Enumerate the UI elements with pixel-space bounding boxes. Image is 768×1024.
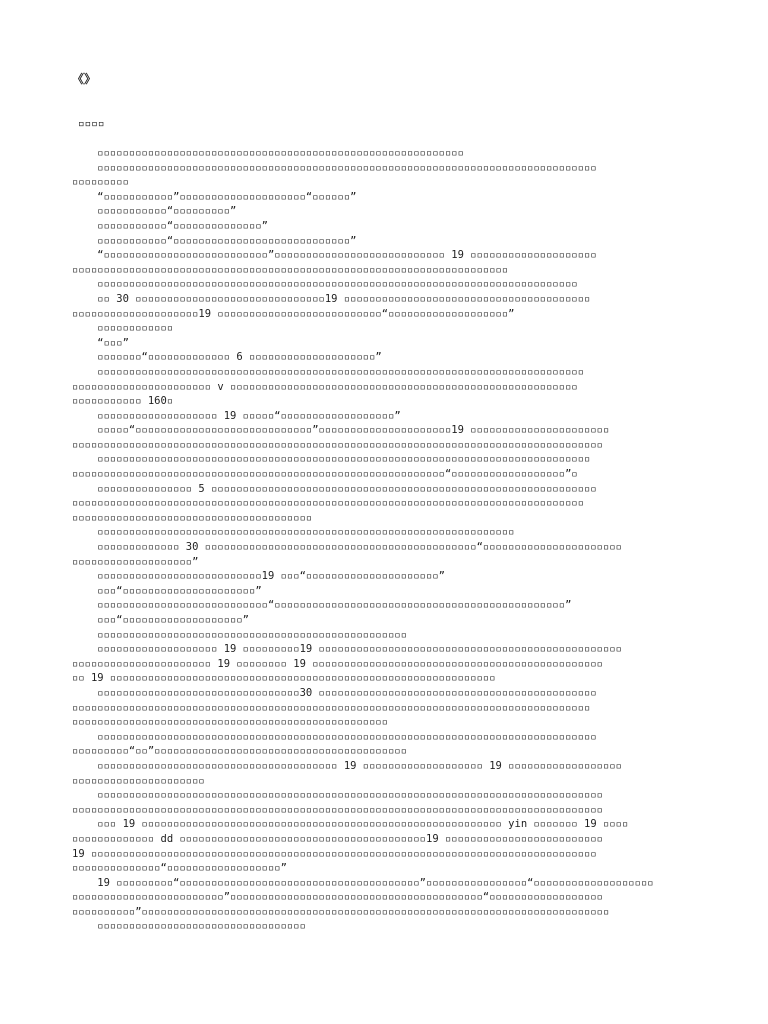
text-line: 19 ▫▫▫▫▫▫▫▫▫“▫▫▫▫▫▫▫▫▫▫▫▫▫▫▫▫▫▫▫▫▫▫▫▫▫▫▫▫▫▫▫▫▫▫▫▫▫▫”▫▫▫▫▫▫▫▫▫▫▫▫▫▫▫▫“▫▫▫▫▫▫▫▫▫▫▫▫▫▫▫▫▫▫▫ (72, 876, 654, 889)
text-line: ▫▫▫▫▫▫▫▫▫▫▫“▫▫▫▫▫▫▫▫▫” (72, 205, 237, 218)
text-line: ▫▫▫▫▫▫▫▫▫▫▫▫▫▫▫▫▫▫▫▫▫▫▫▫▫▫▫▫▫▫▫▫▫▫▫▫▫▫ (72, 511, 313, 524)
text-line: 19 ▫▫▫▫▫▫▫▫▫▫▫▫▫▫▫▫▫▫▫▫▫▫▫▫▫▫▫▫▫▫▫▫▫▫▫▫▫▫▫▫▫▫▫▫▫▫▫▫▫▫▫▫▫▫▫▫▫▫▫▫▫▫▫▫▫▫▫▫▫▫▫▫▫▫▫▫▫▫▫▫ (72, 847, 597, 860)
text-line: ▫▫▫▫▫▫▫▫▫▫▫▫▫▫▫▫▫▫▫▫▫▫▫▫▫▫▫▫▫▫▫▫▫▫▫▫▫▫▫▫▫▫▫▫▫▫▫▫▫▫▫▫▫▫▫▫▫▫▫“▫▫▫▫▫▫▫▫▫▫▫▫▫▫▫▫▫▫”▫ (72, 468, 578, 481)
text-line: ▫▫ 30 ▫▫▫▫▫▫▫▫▫▫▫▫▫▫▫▫▫▫▫▫▫▫▫▫▫▫▫▫▫▫19 ▫▫▫▫▫▫▫▫▫▫▫▫▫▫▫▫▫▫▫▫▫▫▫▫▫▫▫▫▫▫▫▫▫▫▫▫▫▫▫ (72, 292, 591, 305)
text-line: ▫▫▫▫▫▫▫▫▫▫▫▫▫▫▫▫▫▫▫▫▫▫▫▫▫▫▫▫▫▫▫▫▫▫▫▫▫▫▫▫▫▫▫▫▫▫▫▫▫▫▫▫▫▫▫▫▫▫▫▫▫▫▫▫▫▫▫▫▫▫▫▫▫▫▫▫▫▫▫▫▫▫▫▫ (72, 803, 604, 816)
text-line: ▫▫▫▫▫▫▫▫▫▫▫▫▫▫▫▫▫▫▫▫▫▫▫▫▫▫▫▫▫▫▫▫▫▫▫▫▫▫▫▫▫▫▫▫▫▫▫▫▫▫▫▫▫▫▫▫▫▫▫▫▫▫▫▫▫▫▫▫▫▫▫▫▫▫▫▫▫▫▫▫ (72, 789, 604, 802)
text-line: ▫▫▫“▫▫▫▫▫▫▫▫▫▫▫▫▫▫▫▫▫▫▫▫▫” (72, 584, 262, 597)
text-line: ▫▫▫▫▫▫▫“▫▫▫▫▫▫▫▫▫▫▫▫▫ 6 ▫▫▫▫▫▫▫▫▫▫▫▫▫▫▫▫▫▫▫▫” (72, 351, 382, 364)
text-line: ▫▫▫▫▫▫▫▫▫▫▫▫▫▫▫▫▫▫▫▫19 ▫▫▫▫▫▫▫▫▫▫▫▫▫▫▫▫▫▫▫▫▫▫▫▫▫▫“▫▫▫▫▫▫▫▫▫▫▫▫▫▫▫▫▫▫▫” (72, 307, 515, 320)
text-line: ▫▫▫▫▫▫▫▫▫▫▫▫▫▫▫▫▫▫▫” (72, 555, 199, 568)
text-line: ▫▫▫▫▫▫▫▫▫▫▫▫▫▫▫▫▫▫▫▫▫▫▫▫▫▫▫▫▫▫▫▫▫▫▫▫▫▫▫▫▫▫▫▫▫▫▫▫▫▫ (72, 716, 389, 729)
text-line: ▫▫▫▫▫▫▫▫▫▫▫▫▫▫▫▫▫▫▫ 19 ▫▫▫▫▫▫▫▫▫19 ▫▫▫▫▫▫▫▫▫▫▫▫▫▫▫▫▫▫▫▫▫▫▫▫▫▫▫▫▫▫▫▫▫▫▫▫▫▫▫▫▫▫▫▫▫▫▫▫ (72, 643, 622, 656)
section-heading: ▫▫▫▫ (78, 117, 105, 130)
text-line: ▫▫ 19 ▫▫▫▫▫▫▫▫▫▫▫▫▫▫▫▫▫▫▫▫▫▫▫▫▫▫▫▫▫▫▫▫▫▫▫▫▫▫▫▫▫▫▫▫▫▫▫▫▫▫▫▫▫▫▫▫▫▫▫▫▫ (72, 672, 496, 685)
text-line: ▫▫▫ 19 ▫▫▫▫▫▫▫▫▫▫▫▫▫▫▫▫▫▫▫▫▫▫▫▫▫▫▫▫▫▫▫▫▫▫▫▫▫▫▫▫▫▫▫▫▫▫▫▫▫▫▫▫▫▫▫▫▫ yin ▫▫▫▫▫▫▫ 19 ▫▫▫▫ (72, 818, 629, 831)
text-line: ▫▫▫▫▫▫▫▫▫▫▫▫▫▫▫▫▫▫▫▫▫▫▫▫▫▫▫▫▫▫▫▫▫▫▫▫▫▫▫▫▫▫▫▫▫▫▫▫▫▫▫▫▫▫▫▫▫▫▫▫▫▫▫▫▫▫▫▫▫▫▫▫▫▫▫▫▫▫▫ (72, 161, 597, 174)
text-line: ▫▫▫▫▫▫▫▫▫▫▫▫▫▫▫▫▫▫▫▫▫▫▫▫▫▫▫▫▫▫▫▫▫▫▫▫▫▫▫▫▫▫▫▫▫▫▫▫▫▫▫▫▫▫▫▫▫▫▫▫▫▫▫▫▫▫ (72, 526, 515, 539)
text-line: ▫▫▫▫▫▫▫▫▫“▫▫”▫▫▫▫▫▫▫▫▫▫▫▫▫▫▫▫▫▫▫▫▫▫▫▫▫▫▫▫▫▫▫▫▫▫▫▫▫▫▫▫ (72, 745, 408, 758)
text-line: ▫▫▫▫▫▫▫▫▫▫▫▫▫▫▫▫▫▫▫▫▫▫▫▫▫▫19 ▫▫▫“▫▫▫▫▫▫▫▫▫▫▫▫▫▫▫▫▫▫▫▫▫” (72, 570, 445, 583)
text-line: ▫▫▫▫▫▫▫▫▫▫▫▫▫▫▫▫▫▫▫▫▫▫▫▫▫▫▫“▫▫▫▫▫▫▫▫▫▫▫▫▫▫▫▫▫▫▫▫▫▫▫▫▫▫▫▫▫▫▫▫▫▫▫▫▫▫▫▫▫▫▫▫▫▫” (72, 599, 572, 612)
text-line: ▫▫▫▫▫▫▫▫▫▫▫▫▫▫▫▫▫▫▫▫▫▫▫▫▫▫▫▫▫▫▫▫▫▫▫▫▫▫ 19 ▫▫▫▫▫▫▫▫▫▫▫▫▫▫▫▫▫▫▫ 19 ▫▫▫▫▫▫▫▫▫▫▫▫▫▫▫▫▫▫ (72, 759, 622, 772)
document-body (72, 146, 706, 934)
text-line: ▫▫▫▫▫▫▫▫▫▫▫▫▫▫“▫▫▫▫▫▫▫▫▫▫▫▫▫▫▫▫▫▫” (72, 862, 287, 875)
text-line: ▫▫▫▫▫▫▫▫▫▫▫▫▫▫▫▫▫▫▫▫▫▫▫▫▫▫▫▫▫▫▫▫▫▫▫▫▫▫▫▫▫▫▫▫▫▫▫▫▫▫▫▫▫▫▫▫▫▫▫▫▫▫▫▫▫▫▫▫▫▫▫▫▫▫▫▫▫▫▫▫▫▫▫▫ (72, 438, 604, 451)
text-line: “▫▫▫▫▫▫▫▫▫▫▫”▫▫▫▫▫▫▫▫▫▫▫▫▫▫▫▫▫▫▫▫“▫▫▫▫▫▫” (72, 190, 357, 203)
text-line: ▫▫▫▫▫▫▫▫▫▫▫▫▫▫▫▫▫▫▫▫▫▫▫▫▫▫▫▫▫▫▫▫▫▫▫▫▫▫▫▫▫▫▫▫▫▫▫▫▫▫▫▫▫▫▫▫▫▫▫▫▫▫▫▫▫▫▫▫▫ (72, 263, 509, 276)
text-line: ▫▫▫▫▫▫▫▫▫▫▫▫▫▫▫▫▫▫▫ 19 ▫▫▫▫▫“▫▫▫▫▫▫▫▫▫▫▫▫▫▫▫▫▫▫” (72, 409, 401, 422)
text-line: ▫▫▫▫▫▫▫▫▫▫▫▫▫▫▫▫▫▫▫▫▫▫▫▫▫▫▫▫▫▫▫▫▫▫▫▫▫▫▫▫▫▫▫▫▫▫▫▫▫ (72, 628, 408, 641)
text-line: ▫▫▫▫▫▫▫▫▫▫▫▫▫▫▫▫▫▫▫▫▫ (72, 774, 205, 787)
text-line: ▫▫▫▫▫▫▫▫▫▫▫▫▫▫▫▫▫▫▫▫▫▫ v ▫▫▫▫▫▫▫▫▫▫▫▫▫▫▫▫▫▫▫▫▫▫▫▫▫▫▫▫▫▫▫▫▫▫▫▫▫▫▫▫▫▫▫▫▫▫▫▫▫▫▫▫▫▫▫ (72, 380, 578, 393)
text-line: ▫▫▫▫▫▫▫▫▫▫▫▫▫▫▫▫▫▫▫▫▫▫▫▫▫▫▫▫▫▫▫▫▫▫▫▫▫▫▫▫▫▫▫▫▫▫▫▫▫▫▫▫▫▫▫▫▫▫▫▫▫▫▫▫▫▫▫▫▫▫▫▫▫▫▫▫▫ (72, 365, 585, 378)
text-line: ▫▫▫▫▫“▫▫▫▫▫▫▫▫▫▫▫▫▫▫▫▫▫▫▫▫▫▫▫▫▫▫▫▫”▫▫▫▫▫▫▫▫▫▫▫▫▫▫▫▫▫▫▫▫▫19 ▫▫▫▫▫▫▫▫▫▫▫▫▫▫▫▫▫▫▫▫▫▫ (72, 424, 610, 437)
text-line: ▫▫▫▫▫▫▫▫▫▫▫▫▫▫▫▫▫▫▫▫▫▫▫▫▫▫▫▫▫▫▫▫▫▫▫▫▫▫▫▫▫▫▫▫▫▫▫▫▫▫▫▫▫▫▫▫▫▫▫▫▫▫▫▫▫▫▫▫▫▫▫▫▫▫▫▫ (72, 278, 578, 291)
text-line: ▫▫▫▫▫▫▫▫▫▫▫▫▫▫▫▫▫▫▫▫▫▫▫▫”▫▫▫▫▫▫▫▫▫▫▫▫▫▫▫▫▫▫▫▫▫▫▫▫▫▫▫▫▫▫▫▫▫▫▫▫▫▫▫▫“▫▫▫▫▫▫▫▫▫▫▫▫▫▫▫▫▫▫ (72, 891, 604, 904)
text-line: ▫▫▫▫▫▫▫▫▫▫▫▫▫ dd ▫▫▫▫▫▫▫▫▫▫▫▫▫▫▫▫▫▫▫▫▫▫▫▫▫▫▫▫▫▫▫▫▫▫▫▫▫▫▫19 ▫▫▫▫▫▫▫▫▫▫▫▫▫▫▫▫▫▫▫▫▫▫▫▫▫ (72, 832, 604, 845)
text-line: ▫▫▫▫▫▫▫▫▫▫▫▫▫▫▫▫▫▫▫▫▫▫▫▫▫▫▫▫▫▫▫▫▫▫▫▫▫▫▫▫▫▫▫▫▫▫▫▫▫▫▫▫▫▫▫▫▫▫▫▫▫▫▫▫▫▫▫▫▫▫▫▫▫▫▫▫▫▫▫ (72, 730, 597, 743)
text-line: ▫▫▫“▫▫▫▫▫▫▫▫▫▫▫▫▫▫▫▫▫▫▫” (72, 614, 250, 626)
text-line: ▫▫▫▫▫▫▫▫▫▫▫▫▫▫▫▫▫▫▫▫▫▫▫▫▫▫▫▫▫▫▫▫▫▫▫▫▫▫▫▫▫▫▫▫▫▫▫▫▫▫▫▫▫▫▫▫▫▫ (72, 147, 464, 159)
text-line: ▫▫▫▫▫▫▫▫▫▫▫▫▫▫▫ 5 ▫▫▫▫▫▫▫▫▫▫▫▫▫▫▫▫▫▫▫▫▫▫▫▫▫▫▫▫▫▫▫▫▫▫▫▫▫▫▫▫▫▫▫▫▫▫▫▫▫▫▫▫▫▫▫▫▫▫▫▫▫ (72, 482, 597, 495)
text-line: ▫▫▫▫▫▫▫▫▫▫▫▫▫▫▫▫▫▫▫▫▫▫▫▫▫▫▫▫▫▫▫▫30 ▫▫▫▫▫▫▫▫▫▫▫▫▫▫▫▫▫▫▫▫▫▫▫▫▫▫▫▫▫▫▫▫▫▫▫▫▫▫▫▫▫▫▫▫ (72, 686, 597, 699)
text-line: ▫▫▫▫▫▫▫▫▫▫▫▫ (72, 322, 174, 335)
text-line: ▫▫▫▫▫▫▫▫▫▫▫ 160▫ (72, 395, 174, 408)
text-line: ▫▫▫▫▫▫▫▫▫▫▫▫▫▫▫▫▫▫▫▫▫▫▫▫▫▫▫▫▫▫▫▫▫▫▫▫▫▫▫▫▫▫▫▫▫▫▫▫▫▫▫▫▫▫▫▫▫▫▫▫▫▫▫▫▫▫▫▫▫▫▫▫▫▫▫▫▫▫ (72, 453, 591, 466)
document-title: 《》 (72, 72, 97, 86)
text-line: ▫▫▫▫▫▫▫▫▫▫▫“▫▫▫▫▫▫▫▫▫▫▫▫▫▫▫▫▫▫▫▫▫▫▫▫▫▫▫▫” (72, 234, 357, 247)
text-line: ▫▫▫▫▫▫▫▫▫ (72, 176, 129, 189)
text-line: “▫▫▫▫▫▫▫▫▫▫▫▫▫▫▫▫▫▫▫▫▫▫▫▫▫▫”▫▫▫▫▫▫▫▫▫▫▫▫▫▫▫▫▫▫▫▫▫▫▫▫▫▫▫ 19 ▫▫▫▫▫▫▫▫▫▫▫▫▫▫▫▫▫▫▫▫ (72, 249, 597, 262)
text-line: ▫▫▫▫▫▫▫▫▫▫▫“▫▫▫▫▫▫▫▫▫▫▫▫▫▫” (72, 219, 268, 232)
text-line: ▫▫▫▫▫▫▫▫▫▫▫▫▫▫▫▫▫▫▫▫▫▫▫▫▫▫▫▫▫▫▫▫▫ (72, 920, 306, 933)
text-line: ▫▫▫▫▫▫▫▫▫▫▫▫▫▫▫▫▫▫▫▫▫▫ 19 ▫▫▫▫▫▫▫▫ 19 ▫▫▫▫▫▫▫▫▫▫▫▫▫▫▫▫▫▫▫▫▫▫▫▫▫▫▫▫▫▫▫▫▫▫▫▫▫▫▫▫▫▫▫▫▫▫ (72, 657, 604, 670)
text-line: ▫▫▫▫▫▫▫▫▫▫”▫▫▫▫▫▫▫▫▫▫▫▫▫▫▫▫▫▫▫▫▫▫▫▫▫▫▫▫▫▫▫▫▫▫▫▫▫▫▫▫▫▫▫▫▫▫▫▫▫▫▫▫▫▫▫▫▫▫▫▫▫▫▫▫▫▫▫▫▫▫▫▫▫▫ (72, 905, 610, 918)
text-line: ▫▫▫▫▫▫▫▫▫▫▫▫▫▫▫▫▫▫▫▫▫▫▫▫▫▫▫▫▫▫▫▫▫▫▫▫▫▫▫▫▫▫▫▫▫▫▫▫▫▫▫▫▫▫▫▫▫▫▫▫▫▫▫▫▫▫▫▫▫▫▫▫▫▫▫▫▫▫▫▫▫ (72, 497, 585, 510)
text-line: ▫▫▫▫▫▫▫▫▫▫▫▫▫ 30 ▫▫▫▫▫▫▫▫▫▫▫▫▫▫▫▫▫▫▫▫▫▫▫▫▫▫▫▫▫▫▫▫▫▫▫▫▫▫▫▫▫▫▫“▫▫▫▫▫▫▫▫▫▫▫▫▫▫▫▫▫▫▫▫▫▫ (72, 541, 622, 554)
text-line: ▫▫▫▫▫▫▫▫▫▫▫▫▫▫▫▫▫▫▫▫▫▫▫▫▫▫▫▫▫▫▫▫▫▫▫▫▫▫▫▫▫▫▫▫▫▫▫▫▫▫▫▫▫▫▫▫▫▫▫▫▫▫▫▫▫▫▫▫▫▫▫▫▫▫▫▫▫▫▫▫▫▫ (72, 701, 591, 714)
text-line: “▫▫▫” (72, 336, 129, 349)
